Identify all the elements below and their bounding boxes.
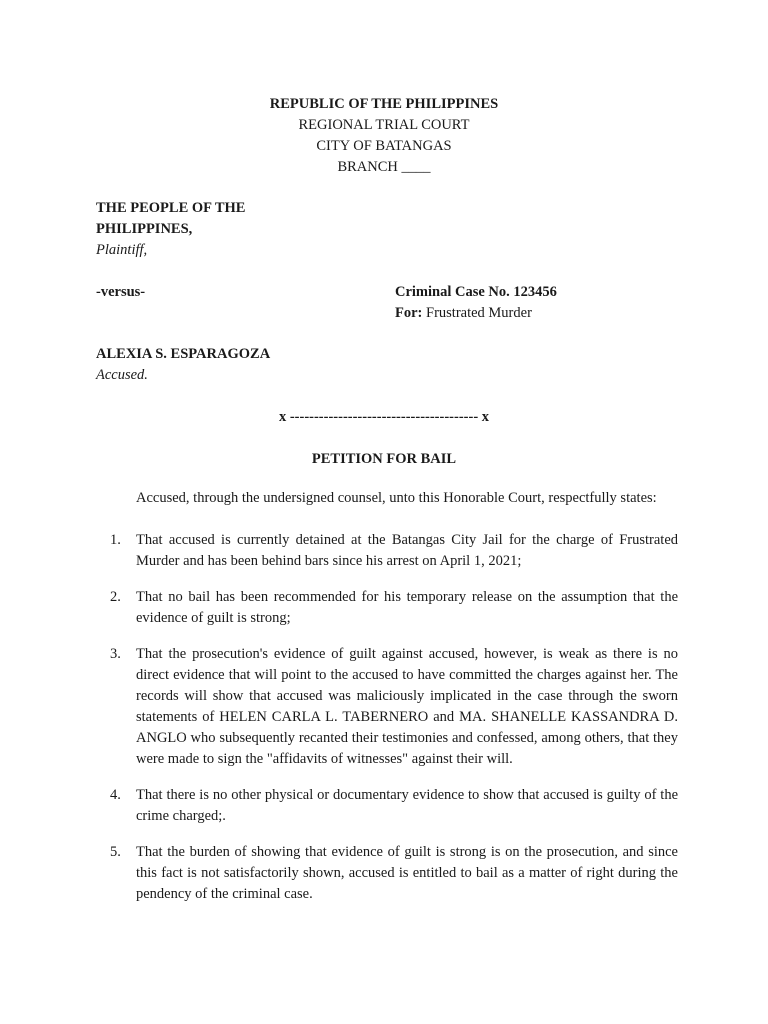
item-text: That accused is currently detained at the Batangas City Jail for the charge of Frustrated Murder and has been behind bars since his arrest on April 1, 2021; (136, 532, 678, 569)
caption-branch: BRANCH ____ (337, 159, 431, 175)
intro-paragraph: Accused, through the undersigned counsel, unto this Honorable Court, respectfully states: (136, 490, 657, 506)
plaintiff-role: Plaintiff, (96, 242, 148, 258)
numbered-paragraphs (110, 530, 678, 920)
list-item (110, 587, 678, 629)
accused-role: Accused. (96, 367, 148, 383)
caption-separator: x --------------------------------------- x (278, 409, 490, 425)
case-charge: Frustrated Murder (422, 305, 532, 321)
list-item (110, 644, 678, 770)
caption-republic: REPUBLIC OF THE PHILIPPINES (269, 96, 499, 112)
caption-court: REGIONAL TRIAL COURT (298, 117, 470, 133)
item-number: 2. (110, 589, 121, 605)
list-item (110, 530, 678, 572)
item-number: 5. (110, 844, 121, 860)
case-charge-line (395, 303, 557, 324)
item-number: 4. (110, 787, 121, 803)
item-text: That the prosecution's evidence of guilt against accused, however, is weak as there is no direct evidence that will point to the accused to have committed the charges against her. The records will show that accused was maliciously implicated in the case through the sworn statements of HELEN CARLA L. TABERNERO and MA. SHANELLE KASSANDRA D. ANGLO who subsequently recanted their testimonies and confessed, among others, that they were made to sign the "affidavits of witnesses" against their will. (136, 646, 678, 767)
document-title: PETITION FOR BAIL (311, 451, 457, 467)
list-item (110, 785, 678, 827)
accused-name: ALEXIA S. ESPARAGOZA (96, 346, 271, 362)
list-item (110, 842, 678, 905)
caption-city: CITY OF BATANGAS (316, 138, 452, 154)
court-caption (0, 94, 768, 178)
case-number: Criminal Case No. 123456 (395, 284, 557, 300)
item-text: That no bail has been recommended for his temporary release on the assumption that the evidence of guilt is strong; (136, 589, 678, 626)
case-info (395, 282, 557, 324)
item-text: That there is no other physical or documentary evidence to show that accused is guilty of the crime charged;. (136, 787, 678, 824)
plaintiff-name-line1: THE PEOPLE OF THE (96, 200, 246, 216)
accused-block (96, 344, 396, 386)
versus-label: -versus- (96, 284, 146, 300)
plaintiff-block (96, 198, 326, 261)
item-number: 3. (110, 646, 121, 662)
item-number: 1. (110, 532, 121, 548)
item-text: That the burden of showing that evidence of guilt is strong is on the prosecution, and since this fact is not satisfactorily shown, accused is entitled to bail as a matter of right during the pendency of the criminal case. (136, 844, 678, 902)
plaintiff-name-line2: PHILIPPINES, (96, 221, 193, 237)
case-for-label: For: (395, 305, 423, 321)
